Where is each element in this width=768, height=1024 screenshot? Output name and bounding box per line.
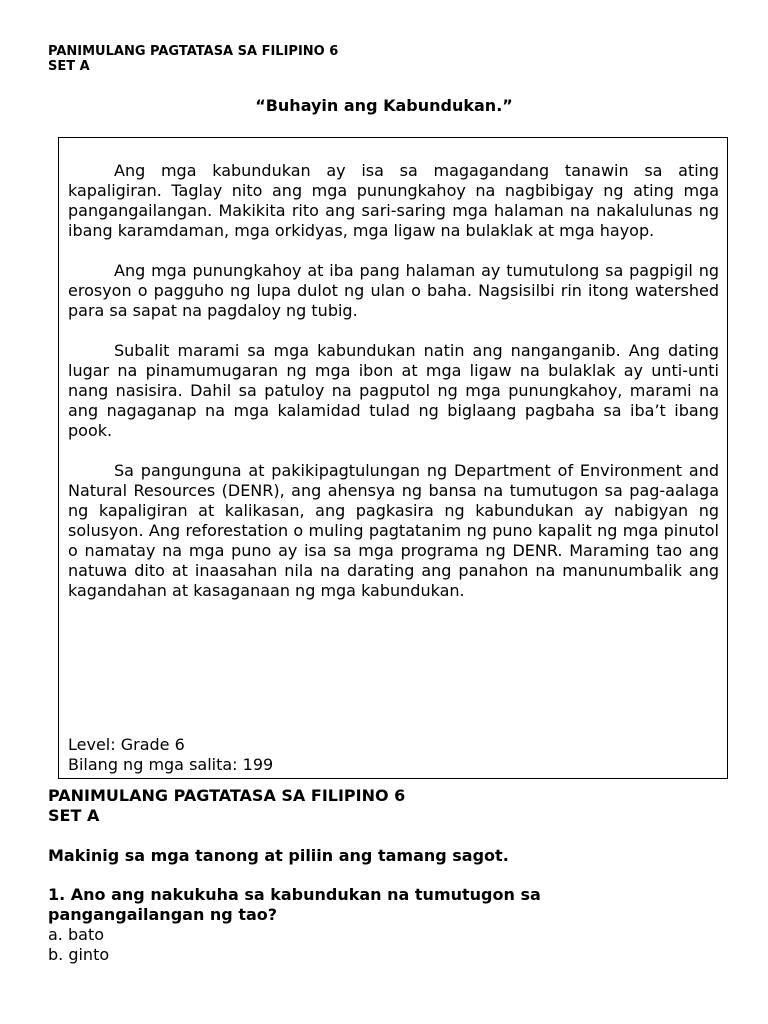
question-stem: 1. Ano ang nakukuha sa kabundukan na tumutugon sa pangangailangan ng tao? [48, 885, 541, 924]
question-1 [48, 885, 648, 965]
passage-title: “Buhayin ang Kabundukan.” [255, 96, 513, 115]
passage-paragraph-1: Ang mga kabundukan ay isa sa magagandang tanawin sa ating kapaligiran. Taglay nito ang mga punungkahoy na nagbibigay ng ating mga pangangailangan. Makikita rito ang sari-saring mga halaman na nakalulunas ng ibang karamdaman, mga orkidyas, mga ligaw na bulaklak at mga hayop. [68, 161, 719, 240]
passage-meta [68, 735, 273, 775]
header-set: SET A [48, 59, 90, 74]
passage-paragraph-2: Ang mga punungkahoy at iba pang halaman ay tumutulong sa pagpigil ng erosyon o pagguho ng lupa dulot ng ulan o baha. Nagsisilbi rin itong watershed para sa sapat na pagdaloy ng tubig. [68, 261, 719, 320]
section-title: PANIMULANG PAGTATASA SA FILIPINO 6 [48, 786, 406, 805]
word-count: Bilang ng mga salita: 199 [68, 755, 274, 774]
grade-level: Level: Grade 6 [68, 735, 185, 754]
passage-box [58, 137, 728, 779]
passage-paragraph-3: Subalit marami sa mga kabundukan natin ang nanganganib. Ang dating lugar na pinamumugaran ng mga ibon at mga ligaw na bulaklak ay unti-unti nang nasisira. Dahil sa patuloy na pagputol ng mga punungkahoy, marami na ang nagaganap na mga kalamidad tulad ng biglaang pagbaha sa iba’t ibang pook. [68, 341, 719, 440]
section-header [48, 786, 405, 826]
instruction-text: Makinig sa mga tanong at piliin ang tamang sagot. [48, 846, 509, 865]
document-header [48, 44, 338, 74]
choice-a: a. bato [48, 925, 104, 944]
section-set: SET A [48, 806, 100, 825]
choice-b: b. ginto [48, 945, 110, 964]
passage-paragraph-4: Sa pangunguna at pakikipagtulungan ng Department of Environment and Natural Resources (DENR), ang ahensya ng bansa na tumutugon sa pag-aalaga ng kapaligiran at kalikasan, ang pagkasira ng kabundukan ay nabigyan ng solusyon. Ang reforestation o muling pagtatanim ng puno kapalit ng mga pinutol o namatay na mga puno ay isa sa mga programa ng DENR. Maraming tao ang natuwa dito at inaasahan nila na darating ang panahon na manunumbalik ang kagandahan at kasaganaan ng mga kabundukan. [68, 461, 719, 600]
passage-body [68, 161, 719, 621]
header-title: PANIMULANG PAGTATASA SA FILIPINO 6 [48, 44, 339, 59]
